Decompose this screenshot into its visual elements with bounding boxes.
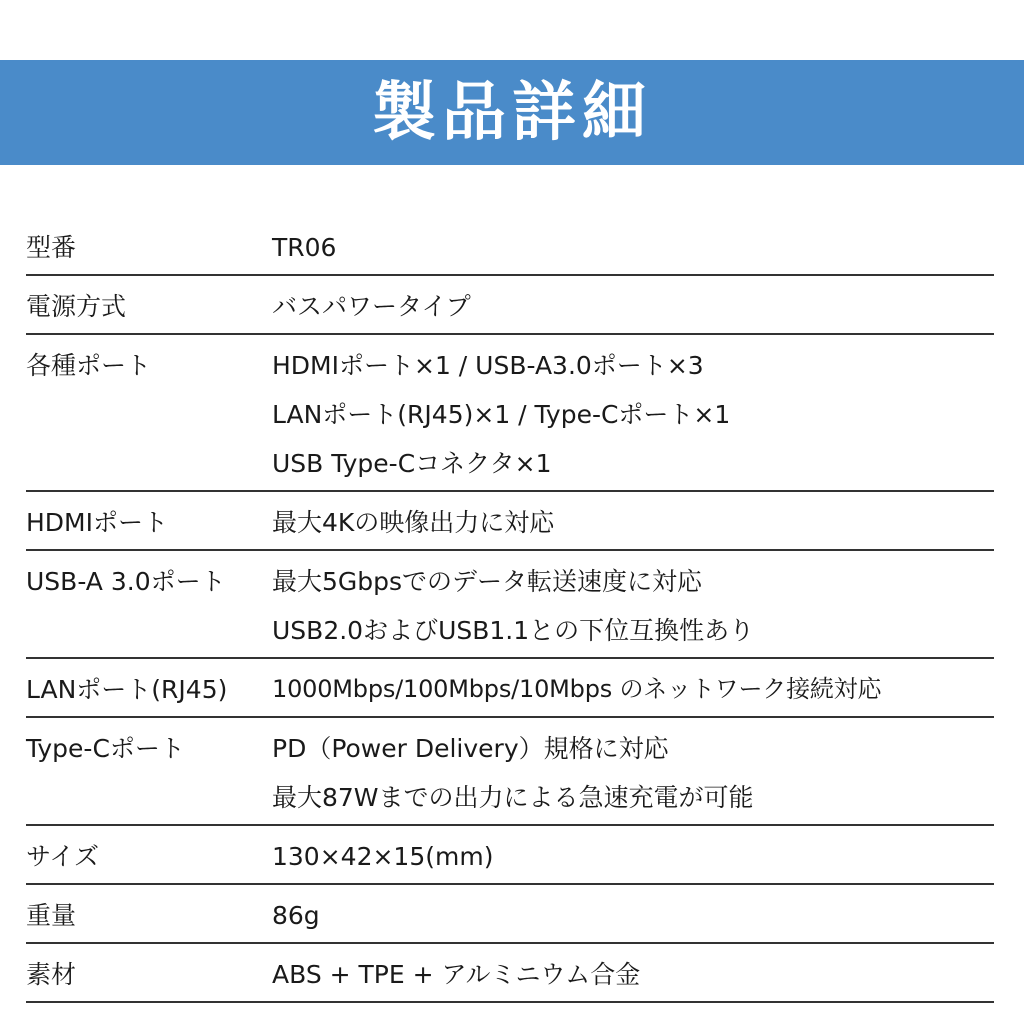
spec-value: 最大5Gbpsでのデータ転送速度に対応 [272, 567, 703, 596]
spec-row-usb-a-port [26, 551, 994, 659]
spec-row-weight [26, 885, 994, 944]
spec-values [272, 335, 994, 490]
spec-values [272, 492, 994, 549]
spec-row-hdmi-port [26, 492, 994, 551]
spec-table [26, 217, 994, 1003]
spec-value: USB Type-Cコネクタ×1 [272, 449, 552, 478]
spec-label: Type-Cポート [26, 734, 185, 763]
spec-label: 型番 [26, 233, 77, 262]
spec-values [272, 885, 994, 942]
spec-label: 素材 [26, 960, 77, 989]
spec-values [272, 276, 994, 333]
spec-label: 重量 [26, 901, 77, 930]
spec-value: 最大4Kの映像出力に対応 [272, 508, 555, 537]
spec-value: USB2.0およびUSB1.1との下位互換性あり [272, 616, 755, 645]
spec-value: LANポート(RJ45)×1 / Type-Cポート×1 [272, 400, 731, 429]
spec-label: LANポート(RJ45) [26, 675, 228, 704]
spec-value: TR06 [272, 233, 337, 262]
spec-row-lan-port [26, 659, 994, 718]
spec-value: 86g [272, 901, 320, 930]
spec-row-type-c-port [26, 718, 994, 826]
spec-values [272, 718, 994, 824]
spec-value: バスパワータイプ [272, 292, 471, 321]
page-title: 製品詳細 [372, 75, 652, 150]
spec-label: 各種ポート [26, 351, 152, 380]
spec-label: USB-A 3.0ポート [26, 567, 226, 596]
spec-values [272, 944, 994, 1001]
spec-value: ABS + TPE + アルミニウム合金 [272, 960, 641, 989]
spec-value: 最大87Wまでの出力による急速充電が可能 [272, 783, 754, 812]
spec-row-model-number [26, 217, 994, 276]
spec-value: HDMIポート×1 / USB-A3.0ポート×3 [272, 351, 704, 380]
spec-values [272, 659, 994, 716]
spec-row-power-supply [26, 276, 994, 335]
spec-label: サイズ [26, 842, 100, 871]
spec-label: 電源方式 [26, 292, 127, 321]
spec-row-material [26, 944, 994, 1003]
spec-value: 130×42×15(mm) [272, 842, 494, 871]
spec-value: 1000Mbps/100Mbps/10Mbps のネットワーク接続対応 [272, 675, 882, 703]
spec-value: PD（Power Delivery）規格に対応 [272, 734, 669, 763]
spec-label: HDMIポート [26, 508, 168, 537]
spec-row-size [26, 826, 994, 885]
spec-row-ports [26, 335, 994, 492]
header-banner [0, 60, 1024, 165]
spec-values [272, 826, 994, 883]
spec-values [272, 551, 994, 657]
spec-values [272, 217, 994, 274]
